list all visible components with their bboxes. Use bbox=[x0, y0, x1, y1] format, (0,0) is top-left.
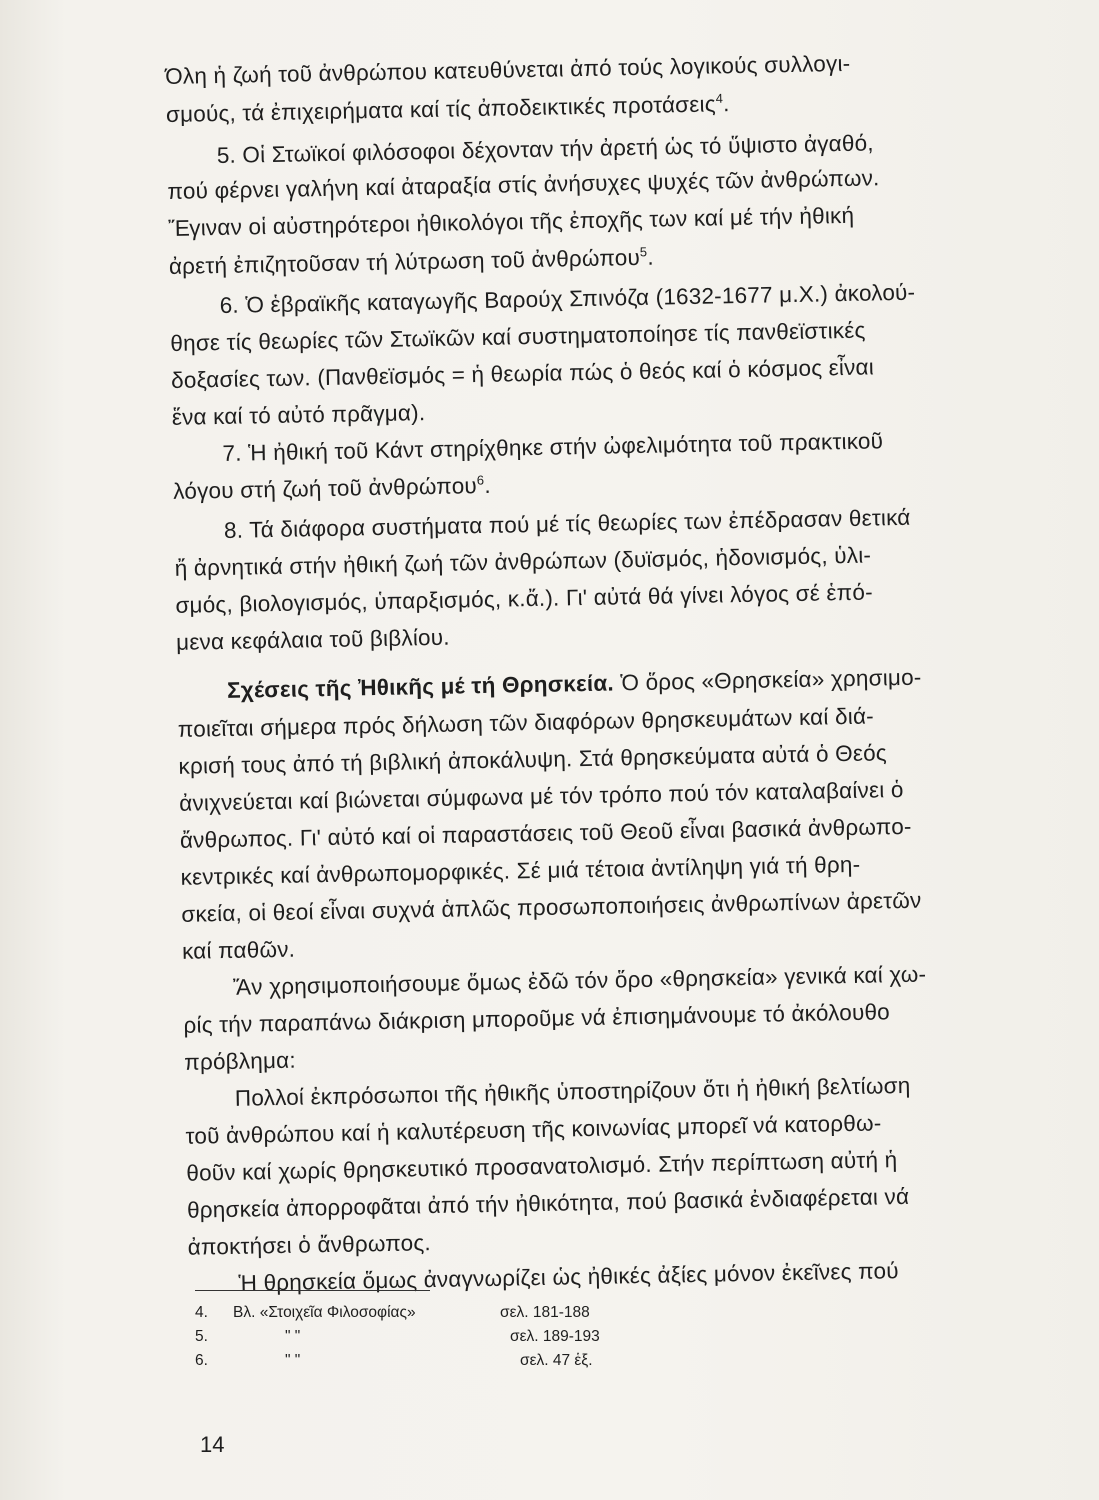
text-line: 6. Ὁ ἑβραϊκῆς καταγωγῆς Βαρούχ Σπινόζα (1632-1677 μ.Χ.) ἀκολού- bbox=[219, 279, 916, 318]
text-line: ἤ ἀρνητικά στήν ἠθική ζωή τῶν ἀνθρώπων (δυϊσμός, ἡδονισμός, ὑλι- bbox=[174, 542, 872, 581]
scanned-book-page: Όλη ἡ ζωή τοῦ ἀνθρώπου κατευθύνεται ἀπό τούς λογικούς συλλογι- σμούς, τά ἐπιχειρήματα καί τίς ἀποδεικτικές προτάσεις$^4$. 5. Οἱ Στωϊκοί φιλόσοφοι δέχονταν τήν ἀρετή ὡς τό ὕψιστο ἀγαθό, πού φέρνει γαλήνη καί ἀταραξία στίς ἀνήσυχες ψυχές τῶν ἀνθρώπων. Ἔγιναν οἱ αὐστηρότεροι ἠθικολόγοι τῆς ἐποχῆς των καί μέ τήν ἠθική ἀρετή ἐπιζητοῦσαν τή λύτρωση τοῦ ἀνθρώπου$^5$. 6. Ὁ ἑβραϊκῆς καταγωγῆς Βαρούχ Σπινόζα (1632-1677 μ.Χ.) ἀκολού- θησε τίς θεωρίες τῶν Στωϊκῶν καί συστηματοποίησε τίς πανθεϊστικές δοξασίες των. (Πανθεϊσμός = ἡ θεωρία πώς ὁ θεός καί ὁ κόσμος εἶναι ἕνα καί τό αὐτό πρᾶγμα). 7. Ἡ ἠθική τοῦ Κάντ στηρίχθηκε στήν ὠφελιμότητα τοῦ πρακτικοῦ λόγου στή ζωή τοῦ ἀνθρώπου$^6$. 8. Τά διάφορα συστήματα πού μέ τίς θεωρίες των ἐπέδρασαν θετικά ἤ ἀρνητικά στήν ἠθική ζωή τῶν ἀνθρώπων (δυϊσμός, ἡδονισμός, ὑλι- σμός, βιολογισμός, ὑπαρξισμός, κ.ἄ.). Γι' αὐτά θά γίνει λόγος σέ ἑπό- μενα κεφάλαια τοῦ βιβλίου. Σχέσεις τῆς Ἠθικῆς μέ τή Θρησκεία. Ὁ ὅρος «Θρησκεία» χρησιμο- ποιεῖται σήμερα πρός δήλωση τῶν διαφόρων θρησκευμάτων καί διά- κρισή τους ἀπό τή βιβλική ἀποκάλυψη. Στά θρησκεύματα αὐτά ὁ Θεός ἀνιχνεύεται καί βιώνεται σύμφωνα μέ τόν τρόπο πού τόν καταλαβαίνει ὁ ἄνθρωπος. Γι' αὐτό καί οἱ παραστάσεις τοῦ Θεοῦ εἶναι βασικά ἀνθρωπο- κεντρικές καί ἀνθρωπομορφικές. Σέ μιά τέτοια ἀντίληψη γιά τή θρη- σκεία, οἱ θεοί εἶναι συχνά ἁπλῶς προσωποποιήσεις ἀνθρωπίνων ἀρετῶν καί παθῶν. Ἄν χρησιμοποιήσουμε ὅμως ἐδῶ τόν ὅρο «θρησκεία» γενικά καί χω- ρίς τήν παραπάνω διάκριση μποροῦμε νά ἐπισημάνουμε τό ἀκόλουθο πρόβλημα: Πολλοί ἐκπρόσωποι τῆς ἠθικῆς ὑποστηρίζουν ὅτι ἡ ἠθική βελτίωση τοῦ ἀνθρώπου καί ἡ καλυτέρευση τῆς κοινωνίας μπορεῖ νά κατορθω- θοῦν καί χωρίς θρησκευτικό προσανατολισμό. Στήν περίπτωση αὐτή ἡ θρησκεία ἀπορροφᾶται ἀπό τήν ἠθικότητα, πού βασικά ἐνδιαφέρεται νά ἀποκτήσει ὁ ἄνθρωπος. Ἡ θρησκεία ὅμως ἀναγνωρίζει ὡς ἠθικές ἀξίες μόνον ἐκεῖνες πού 4. Βλ. «Στοιχεῖα Φιλοσοφίας» σελ. 181-188 5. " " σελ. 189-193 6. " " σελ. 47 ἑξ. 14 bbox=[0, 0, 1099, 1500]
section-heading: Σχέσεις τῆς Ἠθικῆς μέ τή Θρησκεία. bbox=[226, 670, 615, 703]
text-line: σμός, βιολογισμός, ὑπαρξισμός, κ.ἄ.). Γι' αὐτά θά γίνει λόγος σέ ἑπό- bbox=[175, 579, 873, 618]
text-line: 8. Τά διάφορα συστήματα πού μέ τίς θεωρίες των ἐπέδρασαν θετικά bbox=[223, 504, 911, 543]
text-line: Όλη ἡ ζωή τοῦ ἀνθρώπου κατευθύνεται ἀπό τούς λογικούς συλλογι- bbox=[165, 50, 851, 89]
text-line: Ἄν χρησιμοποιήσουμε ὅμως ἐδῶ τόν ὅρο «θρησκεία» γενικά καί χω- bbox=[232, 961, 927, 1000]
section-heading-line: Σχέσεις τῆς Ἠθικῆς μέ τή Θρησκεία. Ὁ ὅρος «Θρησκεία» χρησιμο- bbox=[226, 664, 922, 703]
footnote-ref: 4 bbox=[715, 90, 724, 106]
text-line: πού φέρνει γαλήνη καί ἀταραξία στίς ἀνήσυχες ψυχές τῶν ἀνθρώπων. bbox=[167, 165, 880, 204]
text-line: τοῦ ἀνθρώπου καί ἡ καλυτέρευση τῆς κοινωνίας μπορεῖ νά κατορθω- bbox=[185, 1110, 882, 1149]
text-line: κεντρικές καί ἀνθρωπομορφικές. Σέ μιά τέτοια ἀντίληψη γιά τή θρη- bbox=[180, 851, 861, 890]
text-line: μενα κεφάλαια τοῦ βιβλίου. bbox=[175, 624, 450, 655]
text-line: λόγου στή ζωή τοῦ ἀνθρώπου$^6$. bbox=[173, 472, 492, 504]
text-line: 5. Οἱ Στωϊκοί φιλόσοφοι δέχονταν τήν ἀρετή ὡς τό ὕψιστο ἀγαθό, bbox=[216, 130, 874, 169]
text-line: ἕνα καί τό αὐτό πρᾶγμα). bbox=[171, 400, 426, 430]
text-line: Πολλοί ἐκπρόσωποι τῆς ἠθικῆς ὑποστηρίζουν ὅτι ἡ ἠθική βελτίωση bbox=[234, 1072, 911, 1111]
footnote-divider bbox=[195, 1290, 430, 1291]
text-line: πρόβλημα: bbox=[183, 1047, 297, 1075]
text-line: σκεία, οἱ θεοί εἶναι συχνά ἁπλῶς προσωποποιήσεις ἀνθρωπίνων ἀρετῶν bbox=[181, 887, 922, 927]
text-line: ποιεῖται σήμερα πρός δήλωση τῶν διαφόρων θρησκευμάτων καί διά- bbox=[177, 703, 875, 742]
text-line: θρησκεία ἀπορροφᾶται ἀπό τήν ἠθικότητα, πού βασικά ἐνδιαφέρεται νά bbox=[186, 1183, 910, 1223]
text-line: ἀρετή ἐπιζητοῦσαν τή λύτρωση τοῦ ἀνθρώπου$^5$. bbox=[168, 244, 655, 279]
footnote-ref: 6 bbox=[476, 472, 485, 488]
text-line: 7. Ἡ ἠθική τοῦ Κάντ στηρίχθηκε στήν ὠφελιμότητα τοῦ πρακτικοῦ bbox=[222, 428, 884, 466]
text-line: δοξασίες των. (Πανθεϊσμός = ἡ θεωρία πώς ὁ θεός καί ὁ κόσμος εἶναι bbox=[170, 354, 875, 393]
text-line: θησε τίς θεωρίες τῶν Στωϊκῶν καί συστηματοποίησε τίς πανθεϊστικές bbox=[170, 317, 866, 356]
text-line: κρισή τους ἀπό τή βιβλική ἀποκάλυψη. Στά θρησκεύματα αὐτά ὁ Θεός bbox=[178, 740, 888, 779]
text-line: σμούς, τά ἐπιχειρήματα καί τίς ἀποδεικτικές προτάσεις$^4$. bbox=[165, 90, 730, 127]
text-line: ἀνιχνεύεται καί βιώνεται σύμφωνα μέ τόν τρόπο πού τόν καταλαβαίνει ὁ bbox=[178, 776, 904, 816]
text-line: Ἡ θρησκεία ὅμως ἀναγνωρίζει ὡς ἠθικές ἀξίες μόνον ἐκεῖνες πού bbox=[238, 1258, 899, 1296]
text-line: θοῦν καί χωρίς θρησκευτικό προσανατολισμό. Στήν περίπτωση αὐτή ἡ bbox=[186, 1147, 898, 1186]
text-line: ρίς τήν παραπάνω διάκριση μποροῦμε νά ἐπισημάνουμε τό ἀκόλουθο bbox=[183, 999, 891, 1038]
text-line: ἀποκτήσει ὁ ἄνθρωπος. bbox=[187, 1230, 432, 1260]
text-line: ἄνθρωπος. Γι' αὐτό καί οἱ παραστάσεις τοῦ Θεοῦ εἶναι βασικά ἀνθρωπο- bbox=[179, 813, 912, 853]
text-line: καί παθῶν. bbox=[181, 936, 296, 964]
page-number: 14 bbox=[200, 1432, 225, 1457]
footnote-ref: 5 bbox=[639, 244, 648, 260]
text-line: Ἔγιναν οἱ αὐστηρότεροι ἠθικολόγοι τῆς ἐποχῆς των καί μέ τήν ἠθική bbox=[167, 202, 855, 241]
